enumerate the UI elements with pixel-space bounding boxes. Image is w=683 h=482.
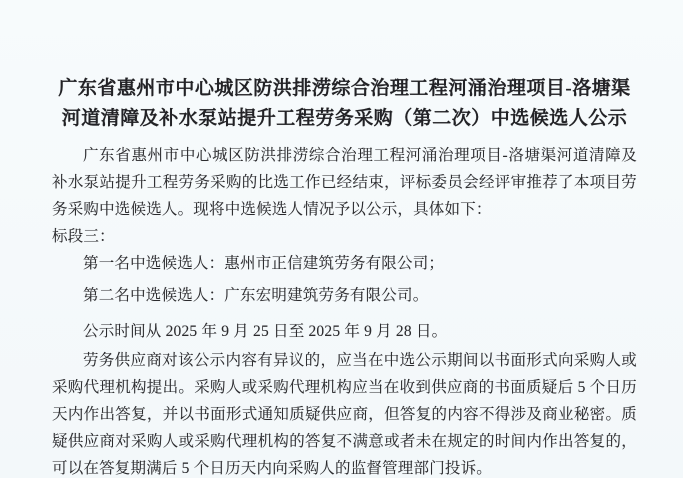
objection-procedure-paragraph: 劳务供应商对该公示内容有异议的，应当在中选公示期间以书面形式向采购人或采购代理机构提出。采购人或采购代理机构应当在收到供应商的书面质疑后 5 个日历天内作出答复，并以书面形式通知质疑供应商，但答复的内容不得涉及商业秘密。质疑供应商对采购人或采购代理机构的答复不满意或者未在规定的时间内作出答复的，可以在答复期满后 5 个日历天内向采购人的监督管理部门投诉。 (52, 352, 637, 477)
section-label: 标段三： (52, 228, 115, 245)
intro-paragraph: 广东省惠州市中心城区防洪排涝综合治理工程河涌治理项目-洛塘渠河道清障及补水泵站提升工程劳务采购的比选工作已经结束，评标委员会经评审推荐了本项目劳务采购中选候选人。现将中选候选人情况予以公示，具体如下： (52, 147, 637, 218)
document-title: 广东省惠州市中心城区防洪排涝综合治理工程河涌治理项目-洛塘渠河道清障及补水泵站提升工程劳务采购（第二次）中选候选人公示 (58, 78, 631, 129)
second-candidate-line: 第二名中选候选人：广东宏明建筑劳务有限公司。 (83, 287, 429, 304)
first-candidate-line: 第一名中选候选人：惠州市正信建筑劳务有限公司； (83, 255, 445, 272)
publicity-period-line: 公示时间从 2025 年 9 月 25 日至 2025 年 9 月 28 日。 (83, 323, 448, 340)
